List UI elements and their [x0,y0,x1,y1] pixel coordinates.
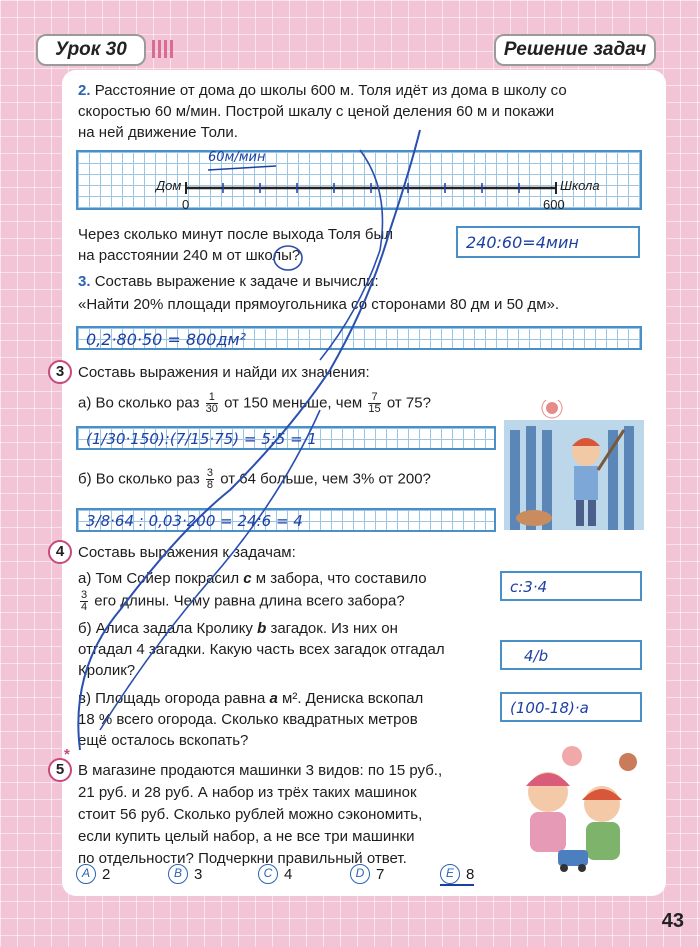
ex4-a-post: м забора, что составило [255,570,427,587]
ex5-option-a[interactable] [76,864,110,884]
ex5-number: 5 [48,758,72,782]
option-a-letter: A [76,864,96,884]
option-b-value: 3 [194,865,203,883]
ex4-c-line2: 18 % всего огорода. Сколько квадратных метров [78,711,418,728]
task2-answer: 240:60=4мин [466,233,579,252]
ex4-title: Составь выражения к задачам: [78,544,296,561]
handwritten-scale-label: 60м/мин [208,150,266,165]
scale-end-label: 600 [543,197,565,212]
ex3-a-answer: (1/30·150):(7/15·75) = 5:5 = 1 [86,430,317,448]
ex5-option-e[interactable] [440,864,474,886]
ex3-b-suffix: от 64 больше, чем 3% от 200? [220,470,431,488]
ex3-a-frac2: $\frac{7}{15}$ [368,391,381,415]
ex4-c-answer-box[interactable] [500,692,642,722]
ex3-b-answer: 3/8·64 : 0,03·200 = 24:6 = 4 [86,512,303,530]
task2-question-2: на расстоянии 240 м от школы? [78,247,301,264]
ex5-option-c[interactable] [258,864,292,884]
ex3-number: 3 [48,360,72,384]
ex4-b-var: b [257,620,267,637]
ex4-c-pre: в) Площадь огорода равна [78,690,266,707]
task2-question-1: Через сколько минут после выхода Толя был [78,226,394,243]
lesson-label: Урок 30 [36,34,146,66]
task3s-answer: 0,2·80·50 = 800дм² [86,330,246,349]
task3s-text-2: «Найти 20% площади прямоугольника со сторонами 80 дм и 50 дм». [78,296,560,313]
option-e-letter: E [440,864,460,884]
ex5-line1: В магазине продаются машинки 3 видов: по 15 руб., [78,762,443,779]
ex4-b-answer: 4/b [524,647,549,665]
ex3-a-frac1: $\frac{1}{30}$ [205,391,218,415]
option-c-value: 4 [284,865,293,883]
ex5-line2: 21 руб. и 28 руб. А набор из трёх таких машинок [78,784,417,801]
ex4-b-post: загадок. Из них он [270,620,398,637]
option-b-letter: B [168,864,188,884]
ex3-a-suffix: от 75? [386,394,431,412]
scale-school-label: Школа [560,178,600,193]
scale-home-label: Дом [156,178,182,193]
ex3-title: Составь выражения и найди их значения: [78,364,370,381]
task2-text-3: на ней движение Толи. [78,124,238,141]
task2-number: 2. [78,82,91,99]
option-d-value: 7 [376,865,385,883]
ex4-number: 4 [48,540,72,564]
ex4-b-line3: Кролик? [78,662,136,679]
option-c-letter: C [258,864,278,884]
ex4-a-pre: а) Том Сойер покрасил [78,570,240,587]
children-toys-illustration [508,742,644,876]
option-d-letter: D [350,864,370,884]
ex4-c-answer: (100-18)·a [510,699,589,717]
task2-text-2: скоростью 60 м/мин. Построй шкалу с ценой деления 60 м и покажи [78,103,555,120]
ex4-a-answer-box[interactable] [500,571,642,601]
ex5-option-d[interactable] [350,864,384,884]
header-decoration [152,40,176,58]
topic-label: Решение задач [494,34,656,66]
ex4-c-line3: ещё осталось вскопать? [78,732,249,749]
ex4-a-frac: $\frac{3}{4}$ [81,589,88,613]
ex3-a-prefix: а) Во сколько раз [78,394,200,412]
ex5-line5: по отдельности? Подчеркни правильный ответ. [78,850,407,867]
ex3-a-middle: от 150 меньше, чем [224,394,363,412]
task3s-number: 3. [78,273,91,290]
scale-start-label: 0 [182,197,190,212]
ex5-option-b[interactable] [168,864,202,884]
ex4-a-var: c [243,570,252,587]
ex5-line4: если купить целый набор, а не все три машинки [78,828,415,845]
ex3-b-prefix: б) Во сколько раз [78,470,200,488]
task2-text-1: Расстояние от дома до школы 600 м. Толя идёт из дома в школу со [94,82,567,99]
task3s-text-1: Составь выражение к задаче и вычисли: [94,273,379,290]
ex4-c-post: м². Дениска вскопал [282,690,424,707]
ex4-b-pre: б) Алиса задала Кролику [78,620,253,637]
ex4-b-answer-box[interactable] [500,640,642,670]
ex3-b-frac: $\frac{3}{8}$ [206,467,214,491]
ex4-b-line2: отгадал 4 загадки. Какую часть всех загадок отгадал [78,641,445,658]
option-a-value: 2 [102,865,111,883]
task2-line1 [78,80,567,101]
tom-sawyer-illustration [504,400,644,540]
ex4-c-var: a [269,690,278,707]
ex5-star: * [64,746,70,763]
ex4-a-answer: c:3·4 [510,578,548,596]
ex5-line3: стоит 56 руб. Сколько рублей можно сэкономить, [78,806,423,823]
pencil-scribble [60,110,520,790]
option-e-value: 8 [466,865,475,883]
page-number: 43 [661,910,684,932]
ex4-a-line2-text: его длины. Чему равна длина всего забора? [94,592,405,610]
